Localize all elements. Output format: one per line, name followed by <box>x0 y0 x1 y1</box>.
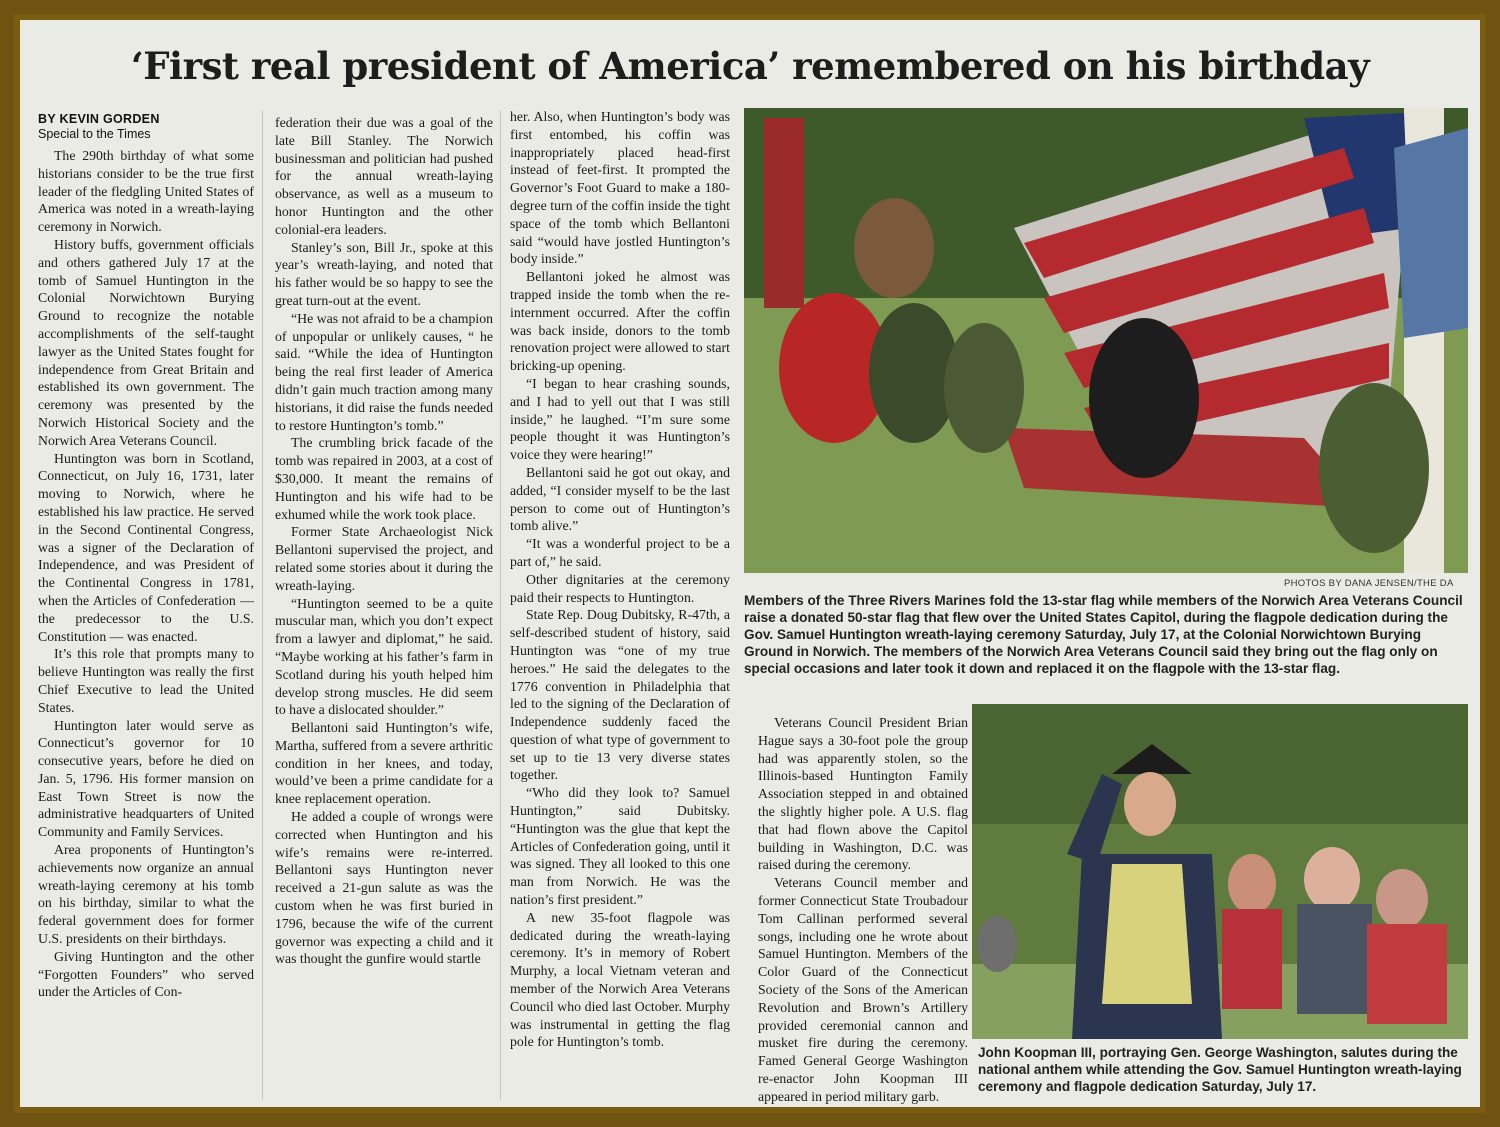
article-column-1 <box>38 147 254 1095</box>
column-rule <box>500 110 501 1100</box>
paragraph: It’s this role that prompts many to believe Huntington was really the first Chief Executive to lead the United States. <box>38 646 254 715</box>
paragraph: Area proponents of Huntington’s achievements now organize an annual wreath-laying ceremony at his tomb on his birthday, similar to what the federal government does for former U.S. presidents on their birthdays. <box>38 842 254 947</box>
paragraph: Bellantoni said Huntington’s wife, Martha, suffered from a severe arthritic condition in her knees, and today, would’ve been a prime candidate for a knee replacement operation. <box>275 720 493 807</box>
article-column-2 <box>275 114 493 1098</box>
paragraph: Former State Archaeologist Nick Bellantoni supervised the project, and related some stories about it during the wreath-laying. <box>275 524 493 593</box>
paragraph: Huntington was born in Scotland, Connecticut, on July 16, 1731, later moving to Norwich, where he established his law practice. He served in the Second Continental Congress, was a signer of the Declaration of Independence, and was President of the Continental Congress in 1781, when the Articles of Confederation — the predecessor to the U.S. Constitution — was enacted. <box>38 450 254 644</box>
paragraph: He added a couple of wrongs were corrected when Huntington and his wife’s remains were re-interred. Bellantoni says Huntington never received a 21-gun salute as was the custom when he was first buried in 1796, because the wife of the current governor was expecting a child and it was thought the gunfire would startle <box>275 809 493 967</box>
paragraph: Huntington later would serve as Connecticut’s governor for 10 consecutive years, before he died on Jan. 5, 1796. His former mansion on East Town Street is now the administrative headquarters of United Community and Family Services. <box>38 717 254 840</box>
paragraph: “I began to hear crashing sounds, and I had to yell out that I was still inside,” he laughed. “I’m sure some people thought it was Huntington’s voice they were hearing!” <box>510 375 730 463</box>
paragraph: A new 35-foot flagpole was dedicated during the wreath-laying ceremony. It’s in memory of Robert Murphy, a local Vietnam veteran and member of the Norwich Area Veterans Council who died last October. Murphy was instrumental in getting the flag pole for Huntington’s tomb. <box>510 909 730 1050</box>
photo-credit: PHOTOS BY DANA JENSEN/THE DA <box>1284 578 1454 589</box>
paragraph: her. Also, when Huntington’s body was first entombed, his coffin was inappropriately placed head-first instead of feet-first. It prompted the Governor’s Foot Guard to make a 180-degree turn of the coffin inside the tight space of the tomb which Bellantoni said “would have jostled Huntington’s body inside.” <box>510 109 730 267</box>
photo-caption-1: Members of the Three Rivers Marines fold the 13-star flag while members of the Norwich Area Veterans Council raise a donated 50-star flag that flew over the United States Capitol, during the flagpole dedication during the Gov. Samuel Huntington wreath-laying ceremony Saturday, July 17, at the Colonial Norwichtown Burying Ground in Norwich. The members of the Norwich Area Veterans Council said they bring out the flag only on special occasions and later took it down and replaced it on the flagpole with the 13-star flag. <box>744 593 1463 676</box>
photo-caption-2: John Koopman III, portraying Gen. George Washington, salutes during the national anthem while attending the Gov. Samuel Huntington wreath-laying ceremony and flagpole dedication Saturday, July 17. <box>978 1045 1462 1094</box>
paragraph: Bellantoni said he got out okay, and added, “I consider myself to be the last person to come out of Huntington’s tomb alive.” <box>510 464 730 534</box>
byline <box>38 112 270 142</box>
flag-ceremony-photo <box>744 108 1468 573</box>
article-column-3 <box>510 108 730 1098</box>
headline: ‘First real president of America’ remembered on his birthday <box>130 44 1370 88</box>
paragraph: History buffs, government officials and others gathered July 17 at the tomb of Samuel Huntington in the Colonial Norwichtown Burying Ground to recognize the notable accomplishments of the self-taught lawyer as the United States fought for independence from Great Britain and established its own government. The ceremony was presented by the Norwich Historical Society and the Norwich Area Veterans Council. <box>38 236 254 448</box>
paragraph: “Who did they look to? Samuel Huntington,” said Dubitsky. “Huntington was the glue that kept the Articles of Confederation going, until it was signed. They all looked to this one man from Norwich. He was the nation’s first president.” <box>510 785 730 908</box>
paragraph: Veterans Council member and former Connecticut State Troubadour Tom Callinan performed several songs, including one he wrote about Samuel Huntington. Members of the Color Guard of the Connecticut Society of the Sons of the American Revolution and Brown’s Artillery provided ceremonial cannon and musket fire during the ceremony. Famed General George Washington re-enactor John Koopman III appeared in period military garb. <box>758 875 968 1104</box>
byline-author: BY KEVIN GORDEN <box>38 112 160 126</box>
paragraph: “Huntington seemed to be a quite muscular man, which you don’t expect from a lawyer and diplomat,” he said. “Maybe working at his father’s farm in Scotland during his youth helped him develop strong muscles. He did seem to have a dislocated shoulder.” <box>275 595 493 718</box>
paragraph: The 290th birthday of what some historians consider to be the true first leader of the fledgling United States of America was noted in a wreath-laying ceremony in Norwich. <box>38 148 254 235</box>
column-rule <box>262 110 263 1100</box>
washington-reenactor-photo <box>972 704 1468 1039</box>
paragraph: “He was not afraid to be a champion of unpopular or unlikely causes, “ he said. “While the idea of Huntington being the real first leader of America didn’t gain much traction among many historians, it did raise the funds needed to restore Huntington’s tomb.” <box>275 310 493 433</box>
byline-role: Special to the Times <box>38 127 151 141</box>
newspaper-clipping <box>20 20 1480 1107</box>
paragraph: federation their due was a goal of the late Bill Stanley. The Norwich businessman and politician had pushed for the annual wreath-laying observance, as well as a museum to honor Huntington and the other colonial-era leaders. <box>275 115 493 237</box>
paragraph: State Rep. Doug Dubitsky, R-47th, a self-described student of history, said Huntington was “one of my true heroes.” He said the delegates to the 1776 convention in Philadelphia that led to the signing of the Declaration of Independence suddenly faced the question of what type of government to set up to tie 13 very diverse states together. <box>510 607 730 783</box>
paragraph: Other dignitaries at the ceremony paid their respects to Huntington. <box>510 571 730 605</box>
paragraph: Veterans Council President Brian Hague says a 30-foot pole the group had was apparently stolen, so the Illinois-based Huntington Family Association stepped in and obtained the slightly higher pole. A U.S. flag that had flown above the Capitol building in Washington, D.C. was raised during the ceremony. <box>758 715 968 873</box>
article-column-4 <box>758 714 968 1104</box>
paragraph: “It was a wonderful project to be a part of,” he said. <box>510 536 730 569</box>
paragraph: Giving Huntington and the other “Forgotten Founders” who served under the Articles of Con- <box>38 948 254 1000</box>
paragraph: The crumbling brick facade of the tomb was repaired in 2003, at a cost of $30,000. It meant the remains of Huntington and his wife had to be exhumed while the work took place. <box>275 435 493 522</box>
paragraph: Stanley’s son, Bill Jr., spoke at this year’s wreath-laying, and noted that his father would be so happy to see the great turn-out at the event. <box>275 239 493 308</box>
paragraph: Bellantoni joked he almost was trapped inside the tomb when the re-internment occurred. After the coffin was back inside, donors to the tomb renovation project were allowed to start bricking-up opening. <box>510 269 730 374</box>
